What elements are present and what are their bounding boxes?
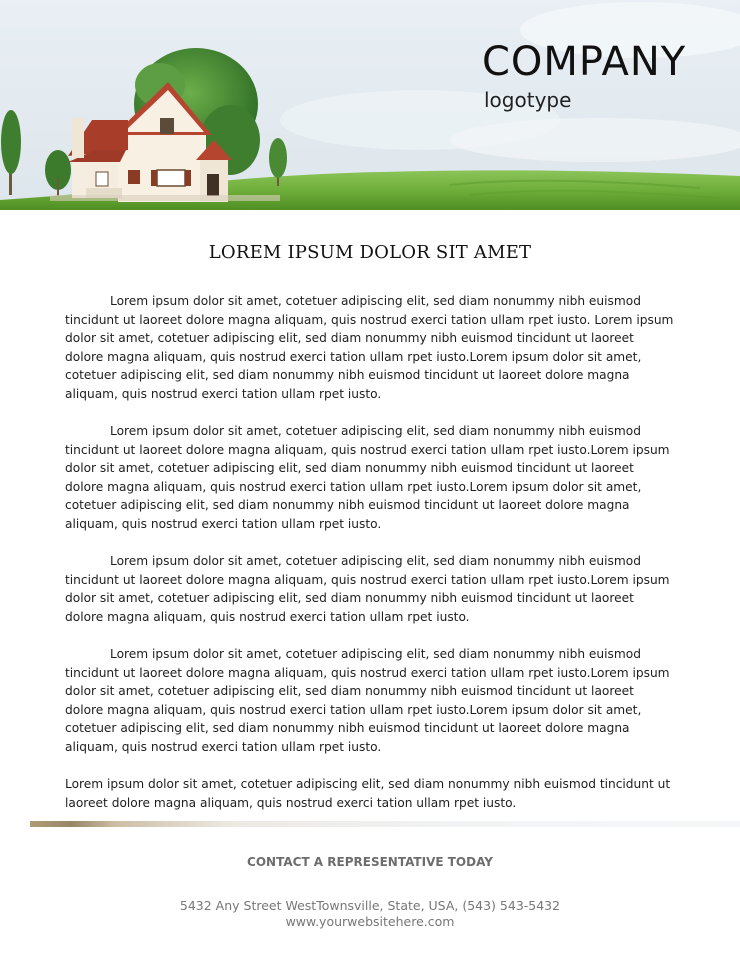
contact-address: 5432 Any Street WestTownsville, State, USA, (543) 543-5432: [179, 898, 561, 913]
paragraph: Lorem ipsum dolor sit amet, cotetuer adipiscing elit, sed diam nonummy nibh euismod tincidunt ut laoreet dolore magna aliquam, quis nostrud exerci tation ullam rpet iusto.Lorem ipsum dolor sit amet, cotetuer adipiscing elit, sed diam nonummy nibh euismod tincidunt ut laoreet dolore magna aliquam, quis nostrud exerci tation ullam rpet iusto.Lorem ipsum dolor sit amet, cotetuer adipiscing elit, sed diam nonummy nibh euismod tincidunt ut laoreet dolore magna aliquam, quis nostrud exerci tation ullam rpet iusto.: [65, 424, 670, 531]
body-text: [65, 292, 675, 831]
header-banner: [0, 0, 740, 210]
paragraph: Lorem ipsum dolor sit amet, cotetuer adipiscing elit, sed diam nonummy nibh euismod tincidunt ut laoreet dolore magna aliquam, quis nostrud exerci tation ullam rpet iusto.Lorem ipsum dolor sit amet, cotetuer adipiscing elit, sed diam nonummy nibh euismod tincidunt ut laoreet dolore magna aliquam, quis nostrud exerci tation ullam rpet iusto.: [65, 554, 670, 624]
contact-title: CONTACT A REPRESENTATIVE TODAY: [247, 855, 493, 869]
paragraph: Lorem ipsum dolor sit amet, cotetuer adipiscing elit, sed diam nonummy nibh euismod tincidunt ut laoreet dolore magna aliquam, quis nostrud exerci tation ullam rpet iusto.: [65, 777, 671, 810]
company-tagline: logotype: [484, 88, 572, 112]
footer-divider: [30, 821, 740, 827]
website-link[interactable]: www.yourwebsitehere.com: [285, 914, 455, 929]
paragraph: Lorem ipsum dolor sit amet, cotetuer adipiscing elit, sed diam nonummy nibh euismod tincidunt ut laoreet dolore magna aliquam, quis nostrud exerci tation ullam rpet iusto. Lorem ipsum dolor sit amet, cotetuer adipiscing elit, sed diam nonummy nibh euismod tincidunt ut laoreet dolore magna aliquam, quis nostrud exerci tation ullam rpet iusto.Lorem ipsum dolor sit amet, cotetuer adipiscing elit, sed diam nonummy nibh euismod tincidunt ut laoreet dolore magna aliquam, quis nostrud exerci tation ullam rpet iusto.: [65, 294, 674, 401]
document-title: LOREM IPSUM DOLOR SIT AMET: [208, 242, 532, 263]
company-name: COMPANY: [482, 39, 687, 85]
landscape-illustration: [0, 0, 740, 210]
paragraph: Lorem ipsum dolor sit amet, cotetuer adipiscing elit, sed diam nonummy nibh euismod tincidunt ut laoreet dolore magna aliquam, quis nostrud exerci tation ullam rpet iusto.Lorem ipsum dolor sit amet, cotetuer adipiscing elit, sed diam nonummy nibh euismod tincidunt ut laoreet dolore magna aliquam, quis nostrud exerci tation ullam rpet iusto.Lorem ipsum dolor sit amet, cotetuer adipiscing elit, sed diam nonummy nibh euismod tincidunt ut laoreet dolore magna aliquam, quis nostrud exerci tation ullam rpet iusto.: [65, 647, 670, 754]
